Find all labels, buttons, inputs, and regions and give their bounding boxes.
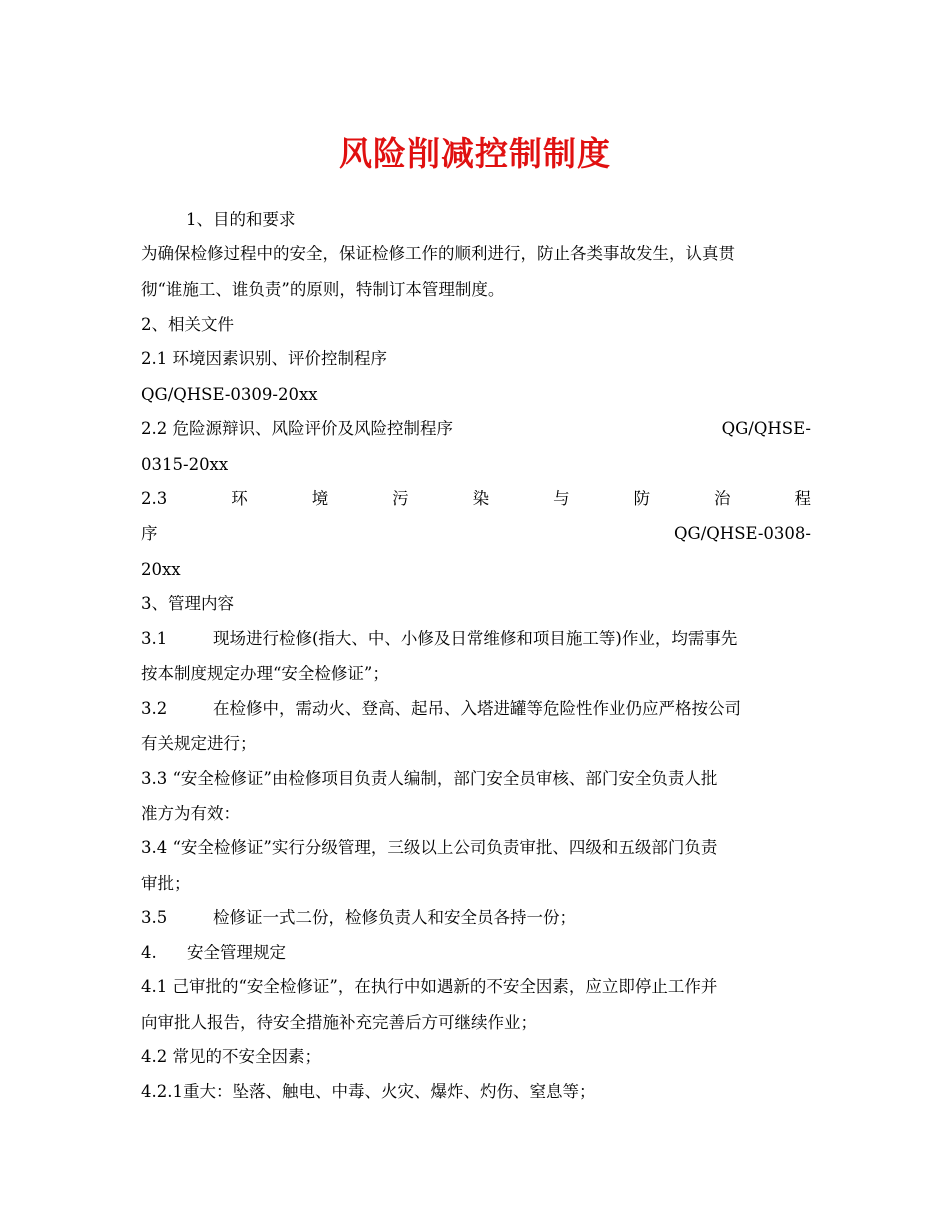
section-heading: 1、目的和要求 <box>186 210 296 229</box>
section-heading: 3、管理内容 <box>141 594 234 613</box>
paragraph-line: 3.3 “安全检修证”由检修项目负责人编制，部门安全员审核、部门安全负责人批 <box>141 769 718 788</box>
doc-code: QG/QHSE-0308- <box>674 524 811 543</box>
clause-number: 3.2 <box>141 699 168 718</box>
section-heading <box>141 942 811 964</box>
paragraph-line: 准方为有效： <box>141 804 240 823</box>
line-text: 在检修中，需动火、登高、起吊、入塔进罐等危险性作业仍应严格按公司 <box>213 699 741 718</box>
paragraph-line: 为确保检修过程中的安全，保证检修工作的顺利进行，防止各类事故发生，认真贯 <box>141 244 735 263</box>
paragraph-line: 按本制度规定办理“安全检修证”； <box>141 664 389 683</box>
line-char: 境 <box>311 489 329 508</box>
clause-number: 4. <box>141 943 157 962</box>
paragraph-line <box>141 523 811 545</box>
paragraph-line: 0315-20xx <box>141 455 229 474</box>
line-char: 2.3 <box>141 489 168 508</box>
paragraph-line: 有关规定进行； <box>141 734 257 753</box>
line-char: 治 <box>714 489 731 508</box>
line-text: 现场进行检修(指大、中、小修及日常维修和项目施工等)作业，均需事先 <box>213 629 738 648</box>
line-text: 检修证一式二份，检修负责人和安全员各持一份； <box>213 908 576 927</box>
line-char: 防 <box>633 489 651 508</box>
paragraph-line: 审批； <box>141 874 191 893</box>
clause-number: 3.1 <box>141 629 168 648</box>
paragraph-line: 彻“谁施工、谁负责”的原则，特制订本管理制度。 <box>141 280 505 299</box>
line-char: 环 <box>231 489 248 508</box>
line-char: 程 <box>794 489 811 508</box>
line-char: 染 <box>472 489 490 508</box>
paragraph-line: 4.2.1重大：坠落、触电、中毒、火灾、爆炸、灼伤、窒息等； <box>141 1082 596 1101</box>
paragraph-line: QG/QHSE-0309-20xx <box>141 385 318 404</box>
clause-number: 3.5 <box>141 908 168 927</box>
paragraph-line: 4.1 己审批的“安全检修证”，在执行中如遇新的不安全因素，应立即停止工作并 <box>141 977 718 996</box>
line-char: 与 <box>553 489 570 508</box>
line-char: 污 <box>392 489 409 508</box>
line-text: 安全管理规定 <box>187 943 286 962</box>
document-title: 风险削减控制制度 <box>339 134 611 173</box>
paragraph-line <box>141 698 811 720</box>
paragraph-line: 向审批人报告，待安全措施补充完善后方可继续作业； <box>141 1013 537 1032</box>
paragraph-line <box>141 418 811 440</box>
paragraph-line <box>141 488 811 510</box>
paragraph-line <box>141 907 811 929</box>
paragraph-line: 3.4 “安全检修证”实行分级管理，三级以上公司负责审批、四级和五级部门负责 <box>141 838 718 857</box>
paragraph-line: 20xx <box>141 560 181 579</box>
line-text: 2.2 危险源辩识、风险评价及风险控制程序 <box>141 419 453 438</box>
section-heading: 2、相关文件 <box>141 315 234 334</box>
paragraph-line <box>141 628 811 650</box>
doc-code: QG/QHSE- <box>721 419 811 438</box>
paragraph-line: 4.2 常见的不安全因素； <box>141 1047 321 1066</box>
paragraph-line: 2.1 环境因素识别、评价控制程序 <box>141 349 387 368</box>
line-char: 序 <box>141 524 158 543</box>
